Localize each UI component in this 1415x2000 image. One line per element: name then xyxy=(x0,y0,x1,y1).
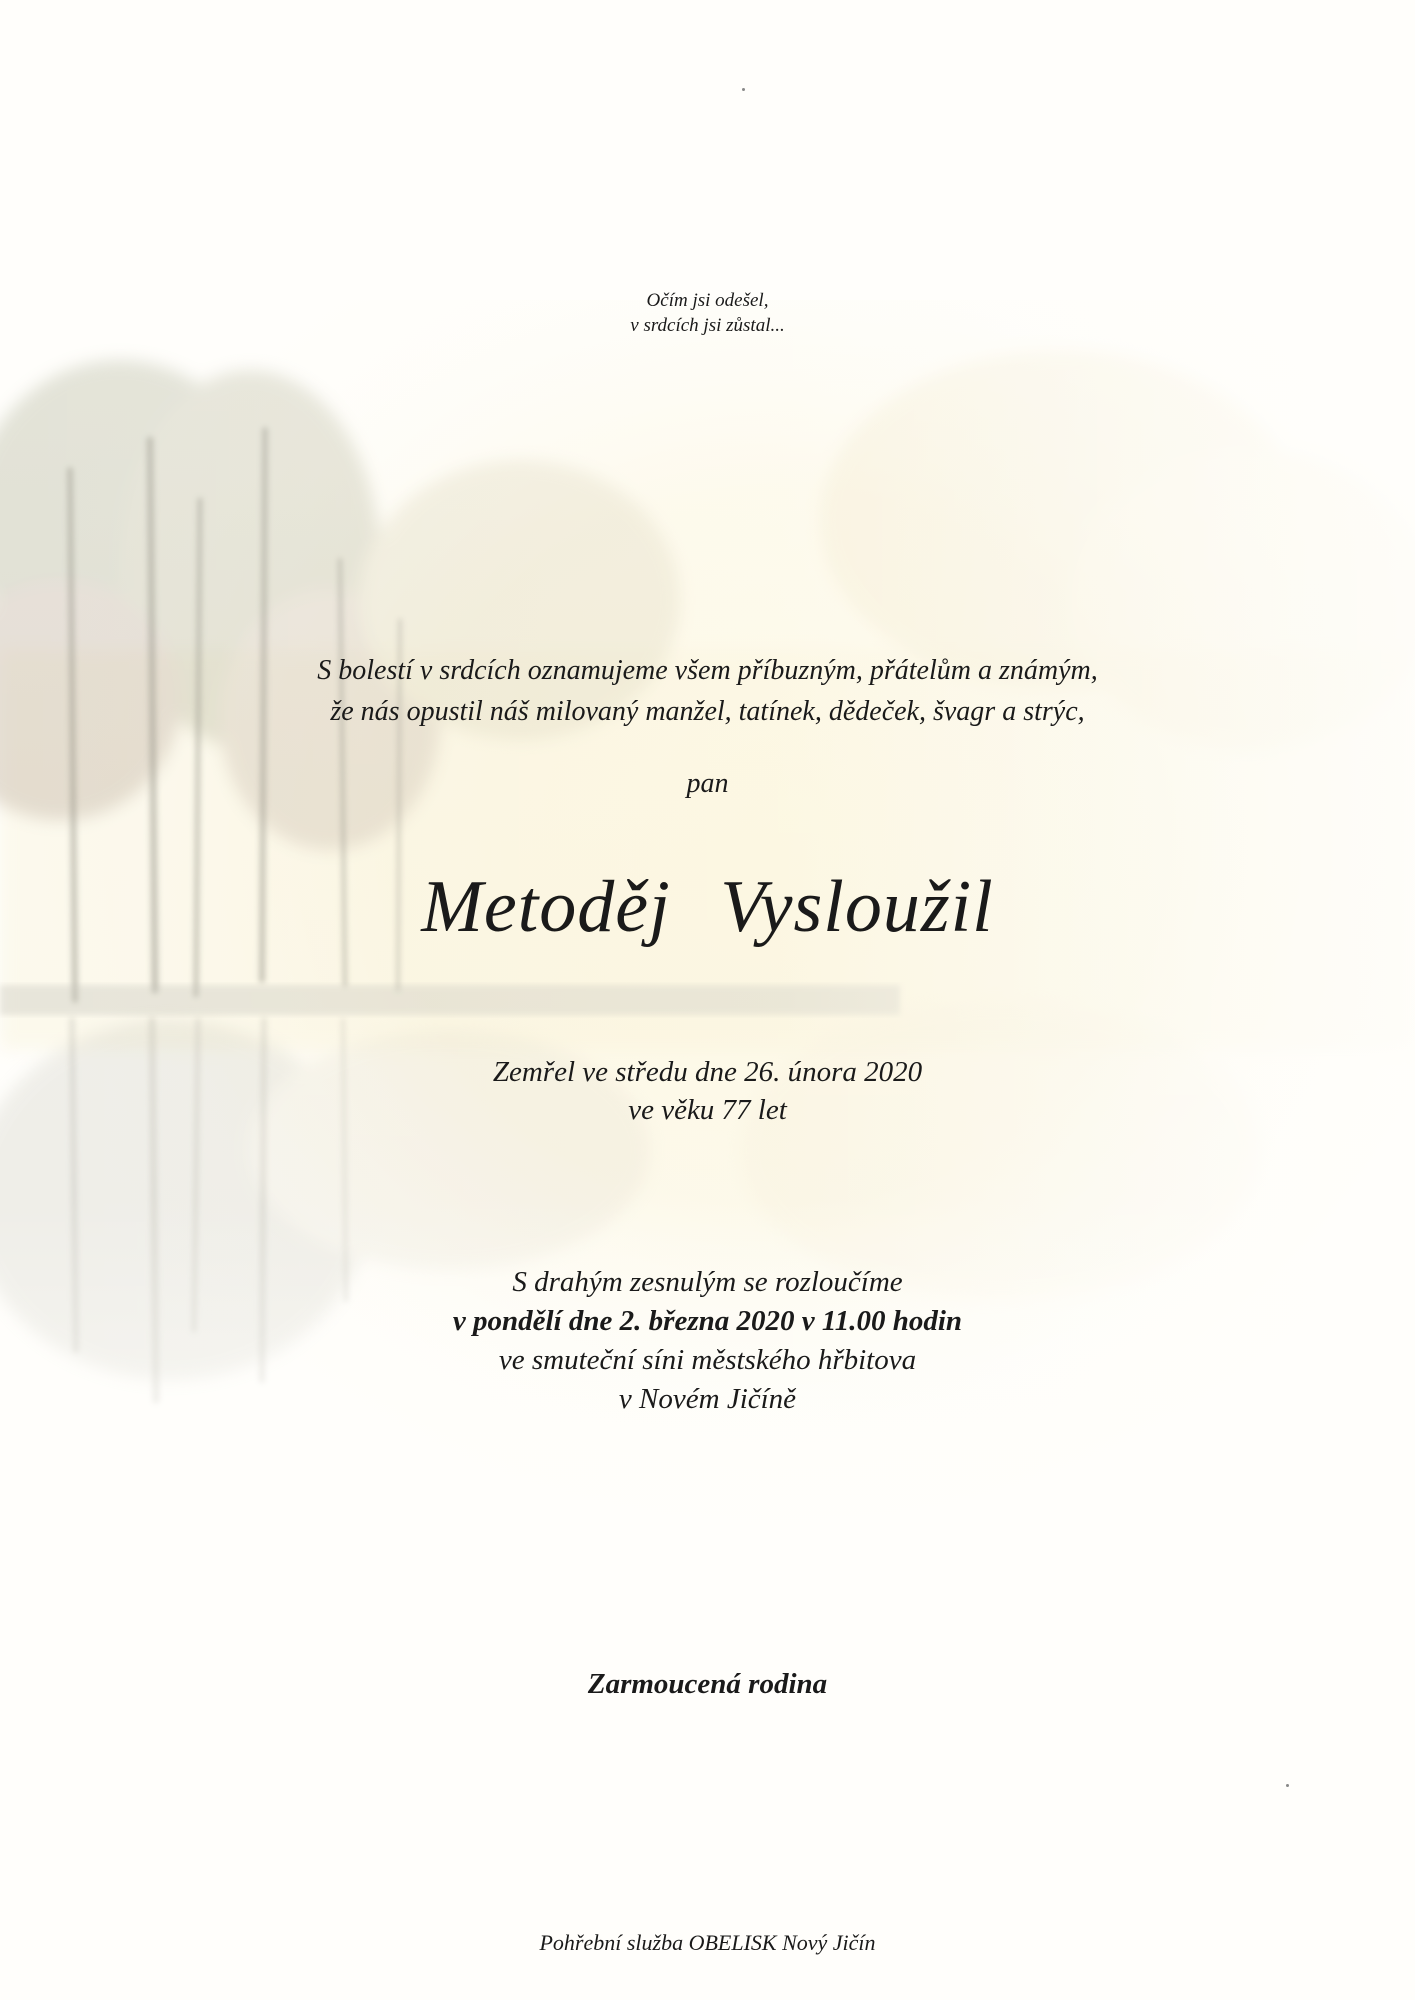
intro-line-2: že nás opustil náš milovaný manžel, tatínek, dědeček, švagr a strýc, xyxy=(330,696,1085,727)
speck xyxy=(742,88,745,91)
motto-line-1: Očím jsi odešel, xyxy=(646,290,769,311)
motto-line-2: v srdcích jsi zůstal... xyxy=(630,315,785,336)
farewell-place: ve smuteční síni městského hřbitova xyxy=(498,1344,917,1376)
farewell-info xyxy=(0,1263,1415,1419)
death-info xyxy=(0,1053,1415,1129)
farewell-town: v Novém Jičíně xyxy=(618,1383,797,1415)
funeral-service: Pohřební služba OBELISK Nový Jičín xyxy=(539,1930,876,1955)
death-date: Zemřel ve středu dne 26. února 2020 xyxy=(492,1056,923,1088)
farewell-line-1: S drahým zesnulým se rozloučíme xyxy=(512,1266,903,1298)
speck xyxy=(1286,1784,1289,1787)
motto xyxy=(0,288,1415,338)
death-age: ve věku 77 let xyxy=(628,1094,787,1126)
deceased-name: Metoděj Vysloužil xyxy=(421,866,994,948)
intro-line-1: S bolestí v srdcích oznamujeme všem příbuzným, přátelům a známým, xyxy=(317,655,1098,686)
signature: Zarmoucená rodina xyxy=(587,1668,828,1700)
farewell-datetime: v pondělí dne 2. března 2020 v 11.00 hodin xyxy=(452,1305,963,1337)
title-word: pan xyxy=(686,768,729,799)
announcement-intro xyxy=(0,650,1415,732)
